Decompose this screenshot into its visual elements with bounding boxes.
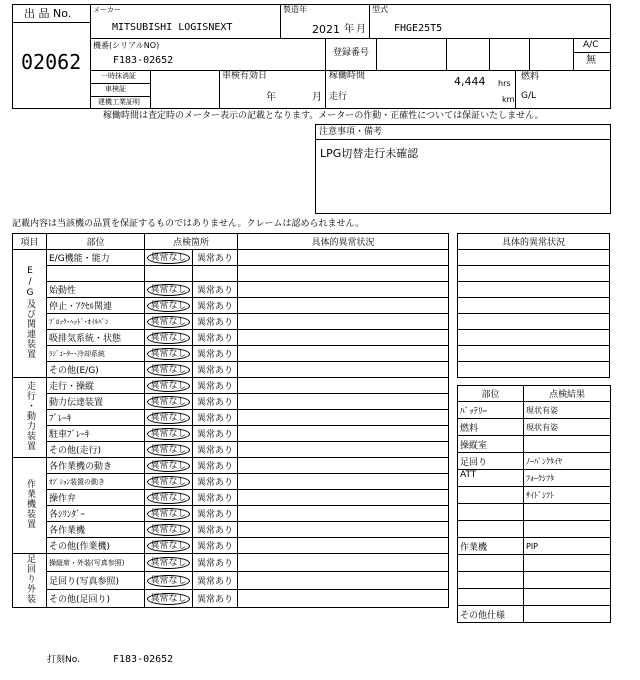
ac-value: 無 [586, 55, 596, 66]
check-abnormal-cell [193, 458, 238, 474]
detail-cell [238, 554, 449, 572]
check-normal-cell [145, 330, 193, 346]
check-abnormal-cell [193, 394, 238, 410]
valid-year-unit: 年 [266, 92, 276, 103]
check-normal-cell [145, 474, 193, 490]
check-normal-cell [145, 314, 193, 330]
part-label: 足回り(写真参照) [47, 572, 145, 590]
normal-circled: 異常なし [147, 492, 189, 504]
table-row [13, 538, 449, 554]
check-normal-cell [145, 282, 193, 298]
stamp-value: F183-02652 [113, 654, 174, 665]
results-col-result: 点検結果 [524, 386, 611, 402]
table-row [13, 590, 449, 608]
table-row [13, 426, 449, 442]
month-unit: 月 [356, 24, 366, 35]
hours-unit: hrs [498, 79, 511, 88]
check-abnormal-cell [193, 590, 238, 608]
right-detail-row [458, 314, 610, 330]
remarks-text: LPG切替走行未確認 [320, 147, 419, 160]
abnormal-label: 異常あり [197, 577, 234, 587]
group-label: 作業機装置 [25, 479, 35, 529]
check-abnormal-cell [193, 250, 238, 266]
model-label: 型式 [372, 5, 388, 14]
normal-circled: 異常なし [147, 300, 189, 312]
check-normal-cell [145, 362, 193, 378]
abnormal-label: 異常あり [197, 382, 234, 392]
detail-cell [238, 458, 449, 474]
abnormal-label: 異常あり [197, 595, 234, 605]
check-abnormal-cell [193, 314, 238, 330]
check-abnormal-cell [193, 490, 238, 506]
detail-cell [238, 410, 449, 426]
check-abnormal-cell [193, 572, 238, 590]
check-normal-cell [145, 266, 193, 282]
att-value-3 [524, 504, 611, 521]
cert-label: 建機工業証明 [98, 98, 140, 106]
travel-unit: km [502, 95, 515, 104]
part-label: 動力伝達装置 [47, 394, 145, 410]
part-label [47, 266, 145, 282]
abnormal-label: 異常あり [197, 318, 234, 328]
check-abnormal-cell [193, 378, 238, 394]
check-normal-cell [145, 346, 193, 362]
fuel-result-label: 燃料 [458, 419, 524, 436]
part-label: その他(走行) [47, 442, 145, 458]
group-label: E/G及び関連装置 [25, 265, 35, 359]
item-no: 02062 [21, 50, 82, 74]
check-normal-cell [145, 458, 193, 474]
fuel-result-value: 現状有姿 [524, 419, 611, 436]
model-value: FHGE25T5 [394, 23, 443, 34]
check-normal-cell [145, 426, 193, 442]
battery-label: ﾊﾞｯﾃﾘｰ [458, 402, 524, 419]
detail-cell [238, 298, 449, 314]
maker-value: MITSUBISHI LOGISNEXT [112, 22, 233, 33]
right-detail-table [457, 233, 610, 378]
part-label: 吸排気系統・状態 [47, 330, 145, 346]
normal-circled: 異常なし [147, 476, 189, 488]
detail-cell [238, 346, 449, 362]
abnormal-label: 異常あり [197, 478, 234, 488]
table-row [13, 266, 449, 282]
part-label: 各作業機 [47, 522, 145, 538]
check-normal-cell [145, 250, 193, 266]
right-detail-row [458, 266, 610, 282]
check-abnormal-cell [193, 506, 238, 522]
permit-label: 一時抹消証 [101, 72, 136, 80]
check-abnormal-cell [193, 474, 238, 490]
table-row [13, 394, 449, 410]
group-cell [13, 554, 47, 608]
table-row [13, 458, 449, 474]
right-detail-row [458, 250, 610, 266]
abnormal-label: 異常あり [197, 446, 234, 456]
detail-cell [238, 394, 449, 410]
right-detail-row [458, 298, 610, 314]
table-row [13, 410, 449, 426]
group-label: 走行・動力装置 [25, 381, 35, 451]
part-label: 操作弁 [47, 490, 145, 506]
part-label: ﾗｼﾞｴｰﾀｰ･冷却系統 [47, 346, 145, 362]
normal-circled: 異常なし [147, 460, 189, 472]
group-cell [13, 458, 47, 554]
detail-cell [238, 250, 449, 266]
check-normal-cell [145, 442, 193, 458]
normal-circled: 異常なし [147, 348, 189, 360]
abnormal-label: 異常あり [197, 254, 234, 264]
valid-month-unit: 月 [312, 92, 322, 103]
normal-circled: 異常なし [147, 316, 189, 328]
table-row [13, 362, 449, 378]
table-header-row [13, 234, 449, 250]
check-normal-cell [145, 490, 193, 506]
table-row [13, 490, 449, 506]
table-row [13, 346, 449, 362]
att-blank-3 [458, 521, 524, 538]
table-row [13, 474, 449, 490]
detail-cell [238, 314, 449, 330]
table-row [13, 314, 449, 330]
part-label: 停止・ｱｸｾﾙ関連 [47, 298, 145, 314]
normal-circled: 異常なし [147, 575, 189, 587]
abnormal-label: 異常あり [197, 510, 234, 520]
inspection-table [12, 233, 449, 608]
table-row [13, 298, 449, 314]
undercarriage-value: ﾉｰﾊﾟﾝｸﾀｲﾔ [524, 453, 611, 470]
col-item-header: 項目 [13, 234, 47, 250]
work-extra-2 [524, 572, 611, 589]
maker-label: メーカー [93, 6, 121, 14]
year-value: 2021 [312, 23, 340, 36]
detail-cell [238, 490, 449, 506]
serial-label: 機番(シリアルNO) [93, 41, 160, 50]
right-detail-row [458, 282, 610, 298]
inspection-cert-label: 車検証 [105, 85, 126, 93]
item-no-label: 出 品 No. [24, 7, 72, 20]
right-detail-row [458, 330, 610, 346]
abnormal-label: 異常あり [197, 398, 234, 408]
detail-cell [238, 442, 449, 458]
work-label: 作業機 [458, 538, 524, 555]
att-blank-1 [458, 487, 524, 504]
detail-cell [238, 506, 449, 522]
check-abnormal-cell [193, 554, 238, 572]
detail-cell [238, 282, 449, 298]
normal-circled: 異常なし [147, 252, 189, 264]
table-row [13, 522, 449, 538]
normal-circled: 異常なし [147, 557, 189, 569]
att-value-2: ｻｲﾄﾞｼﾌﾄ [524, 487, 611, 504]
check-normal-cell [145, 410, 193, 426]
normal-circled: 異常なし [147, 428, 189, 440]
normal-circled: 異常なし [147, 332, 189, 344]
work-value: PIP [524, 538, 611, 555]
part-label: ｵﾌﾟｼｮﾝ装置の動き [47, 474, 145, 490]
fuel-value: G/L [521, 91, 537, 101]
undercarriage-label: 足回り [458, 453, 524, 470]
year-label: 製造年 [283, 5, 307, 14]
cab-value [524, 436, 611, 453]
detail-cell [238, 426, 449, 442]
att-label: ATT [458, 470, 524, 487]
notice-quality: 記載内容は当該機の品質を保証するものではありません。クレームは認められません。 [12, 219, 365, 229]
table-row [13, 442, 449, 458]
check-abnormal-cell [193, 410, 238, 426]
check-abnormal-cell [193, 442, 238, 458]
check-normal-cell [145, 522, 193, 538]
abnormal-label: 異常あり [197, 526, 234, 536]
notice-hours: 稼働時間は査定時のメーター表示の記載となります。メーターの作動・正確性については保証いたしません。 [103, 111, 544, 121]
hours-value: 4,444 [454, 75, 486, 88]
work-extra-3 [524, 589, 611, 606]
normal-circled: 異常なし [147, 593, 189, 605]
col-detail-header: 具体的異常状況 [238, 234, 449, 250]
normal-circled: 異常なし [147, 508, 189, 520]
abnormal-label: 異常あり [197, 286, 234, 296]
normal-circled: 異常なし [147, 444, 189, 456]
check-normal-cell [145, 394, 193, 410]
right-detail-header: 具体的異常状況 [458, 234, 610, 250]
detail-cell [238, 590, 449, 608]
check-abnormal-cell [193, 298, 238, 314]
check-normal-cell [145, 572, 193, 590]
col-check-header: 点検箇所 [145, 234, 238, 250]
reg-label: 登録番号 [333, 48, 370, 58]
part-label: 駐車ﾌﾞﾚｰｷ [47, 426, 145, 442]
group-cell [13, 378, 47, 458]
detail-cell [238, 362, 449, 378]
work-blank-3 [458, 589, 524, 606]
hours-label: 稼働時間 [329, 71, 366, 81]
detail-cell [238, 474, 449, 490]
part-label: 始動性 [47, 282, 145, 298]
check-abnormal-cell [193, 362, 238, 378]
table-row [13, 378, 449, 394]
group-cell [13, 250, 47, 378]
part-label: その他(作業機) [47, 538, 145, 554]
other-spec-label: その他仕様 [458, 606, 524, 623]
abnormal-label: 異常あり [197, 462, 234, 472]
abnormal-label: 異常あり [197, 542, 234, 552]
normal-circled: 異常なし [147, 412, 189, 424]
check-abnormal-cell [193, 538, 238, 554]
check-normal-cell [145, 590, 193, 608]
check-abnormal-cell [193, 426, 238, 442]
att-value-4 [524, 521, 611, 538]
abnormal-label: 異常あり [197, 366, 234, 376]
detail-cell [238, 266, 449, 282]
abnormal-label: 異常あり [197, 334, 234, 344]
abnormal-label: 異常あり [197, 559, 234, 569]
work-extra-1 [524, 555, 611, 572]
part-label: ﾌﾞﾛｯｸ･ﾍｯﾄﾞ･ｵｲﾙﾊﾟﾝ [47, 314, 145, 330]
part-label: 操縦席・外装(写真参照) [47, 554, 145, 572]
table-row [13, 250, 449, 266]
normal-circled: 異常なし [147, 540, 189, 552]
travel-label: 走行 [329, 92, 348, 102]
table-row [13, 572, 449, 590]
work-blank-1 [458, 555, 524, 572]
check-abnormal-cell [193, 282, 238, 298]
right-detail-row [458, 346, 610, 362]
abnormal-label: 異常あり [197, 414, 234, 424]
results-col-part: 部位 [458, 386, 524, 402]
table-row [13, 330, 449, 346]
detail-cell [238, 378, 449, 394]
remarks-label: 注意事項・備考 [319, 127, 383, 137]
normal-circled: 異常なし [147, 380, 189, 392]
col-part-header: 部位 [47, 234, 145, 250]
part-label: 各作業機の動き [47, 458, 145, 474]
check-abnormal-cell [193, 266, 238, 282]
part-label: E/G機能・能力 [47, 250, 145, 266]
abnormal-label: 異常あり [197, 430, 234, 440]
battery-value: 現状有姿 [524, 402, 611, 419]
check-normal-cell [145, 538, 193, 554]
part-label: その他(E/G) [47, 362, 145, 378]
results-table [457, 385, 611, 623]
att-value-1: ﾌｫｰｸｼﾌﾀ [524, 470, 611, 487]
att-blank-2 [458, 504, 524, 521]
valid-until-label: 車検有効日 [222, 71, 268, 81]
table-row [13, 282, 449, 298]
other-spec-value [524, 606, 611, 623]
normal-circled: 異常なし [147, 524, 189, 536]
detail-cell [238, 572, 449, 590]
part-label: 走行・操縦 [47, 378, 145, 394]
detail-cell [238, 330, 449, 346]
part-label: ﾌﾞﾚｰｷ [47, 410, 145, 426]
detail-cell [238, 522, 449, 538]
table-row [13, 506, 449, 522]
normal-circled: 異常なし [147, 396, 189, 408]
abnormal-label: 異常あり [197, 350, 234, 360]
check-abnormal-cell [193, 346, 238, 362]
check-abnormal-cell [193, 522, 238, 538]
normal-circled: 異常なし [147, 364, 189, 376]
detail-cell [238, 538, 449, 554]
check-normal-cell [145, 554, 193, 572]
cab-label: 操縦室 [458, 436, 524, 453]
check-normal-cell [145, 506, 193, 522]
normal-circled: 異常なし [147, 284, 189, 296]
stamp-label: 打刻No. [47, 655, 80, 665]
fuel-label: 燃料 [521, 72, 540, 82]
remarks-box [315, 124, 611, 214]
group-label: 足回り外装 [25, 554, 35, 604]
check-abnormal-cell [193, 330, 238, 346]
work-blank-2 [458, 572, 524, 589]
check-normal-cell [145, 378, 193, 394]
right-detail-row [458, 362, 610, 378]
part-label: その他(足回り) [47, 590, 145, 608]
check-normal-cell [145, 298, 193, 314]
abnormal-label: 異常あり [197, 302, 234, 312]
abnormal-label: 異常あり [197, 494, 234, 504]
year-unit: 年 [344, 24, 354, 35]
table-row [13, 554, 449, 572]
part-label: 各ｼﾘﾝﾀﾞｰ [47, 506, 145, 522]
serial-value: F183-02652 [113, 55, 174, 66]
ac-label: A/C [583, 40, 599, 50]
